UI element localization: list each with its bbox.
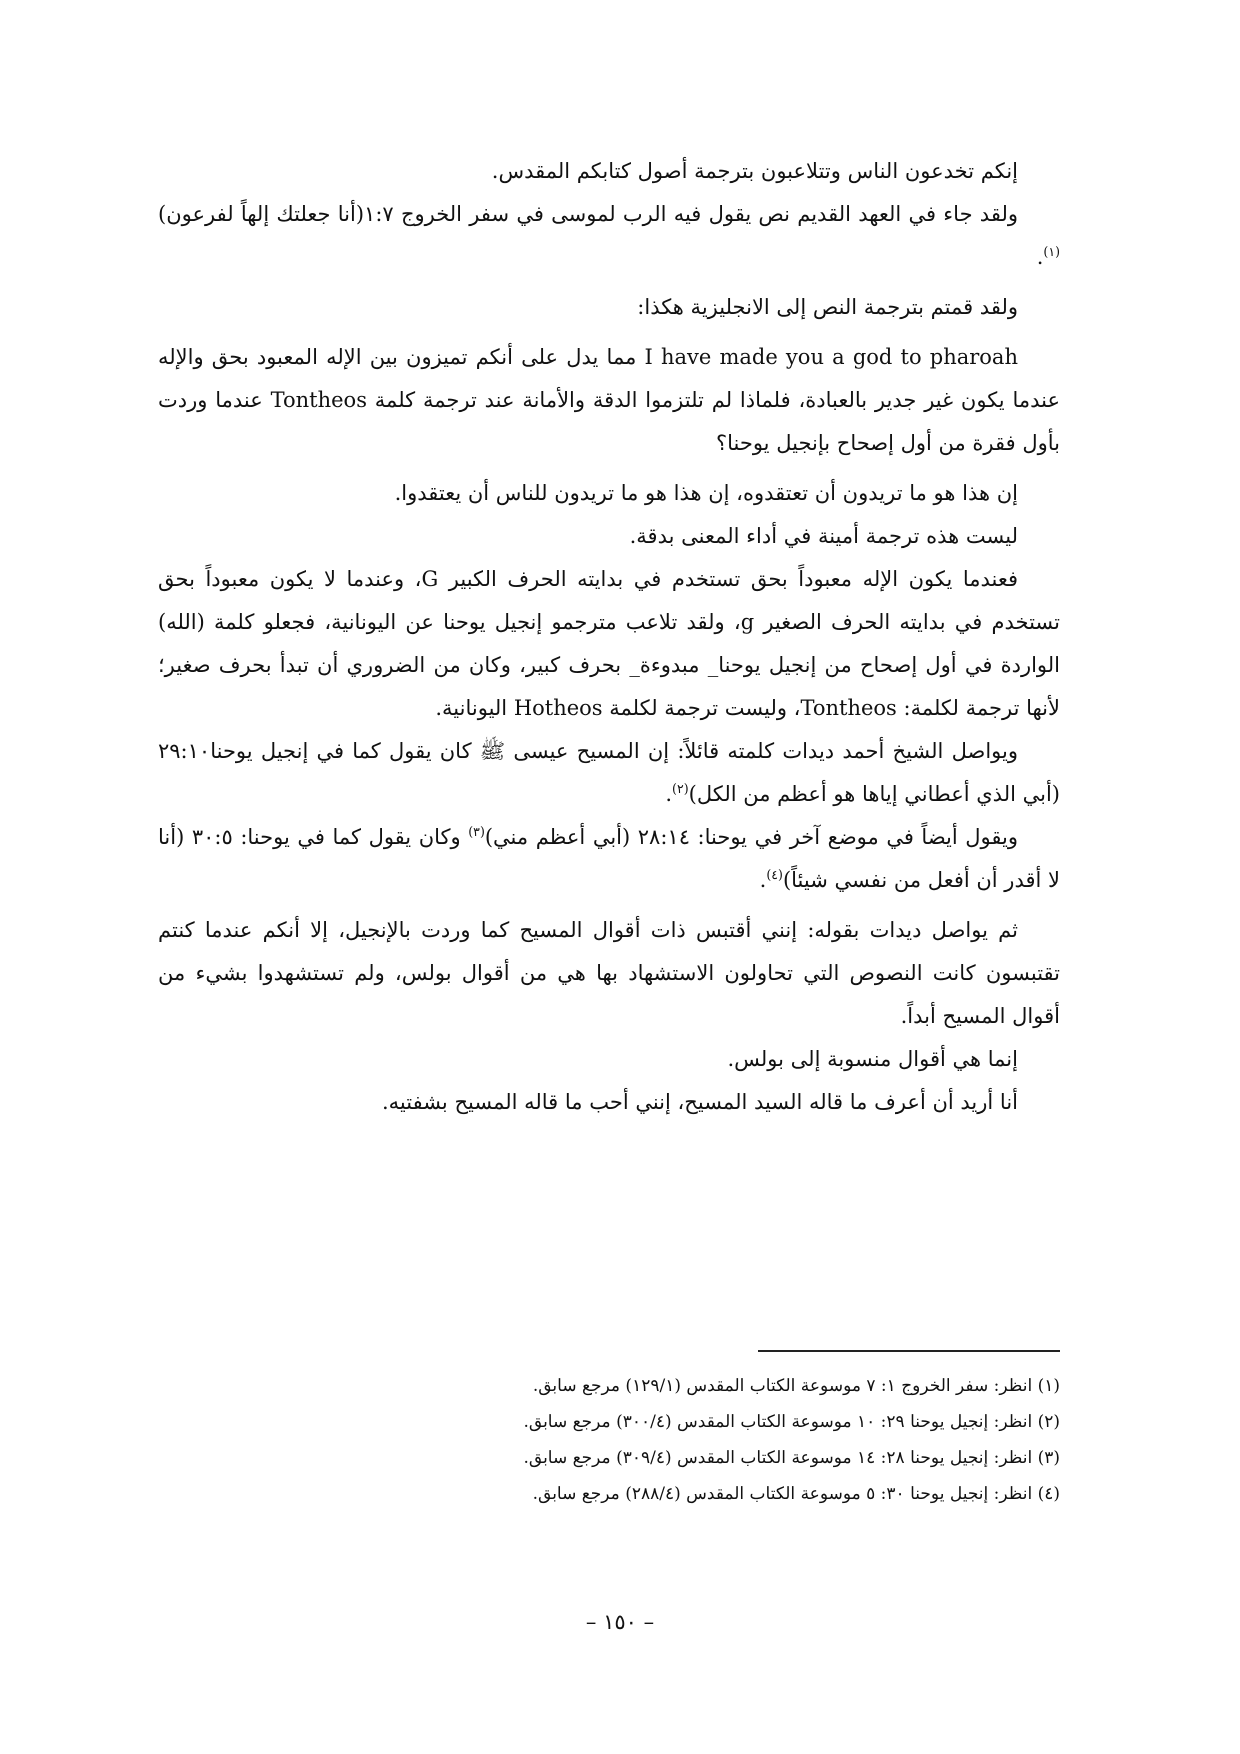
footnote-ref-3: (٣): [468, 824, 485, 839]
paragraph-7: فعندما يكون الإله معبوداً بحق تستخدم في بدايته الحرف الكبير G، وعندما لا يكون معبوداً بحق تستخدم في بدايته الحرف الصغير g، ولقد تلاعب مترجمو إنجيل يوحنا عن اليونانية، فجعلو كلمة (الله) الواردة في أول إصحاح من إنجيل يوحنا_ مبدوءة_ بحرف كبير، وكان من الضروري أن تبدأ بحرف صغير؛ لأنها ترجمة لكلمة: Tontheos، وليست ترجمة لكلمة Hotheos اليونانية.: [158, 567, 1060, 720]
paragraph-8: [158, 730, 1060, 816]
footnote-4: (٤) انظر: إنجيل يوحنا ٣٠: ٥ موسوعة الكتاب المقدس (٢٨٨/٤) مرجع سابق.: [532, 1484, 1060, 1504]
paragraph-4-text: مما يدل على أنكم تميزون بين الإله المعبود بحق والإله عندما يكون غير جدير بالعبادة، فلماذا لم تلتزموا الدقة والأمانة عند ترجمة كلمة Tontheos عندما وردت بأول فقرة من أول إصحاح بإنجيل يوحنا؟: [158, 345, 1061, 455]
paragraph-2-end: .: [1036, 245, 1044, 269]
paragraph-9-text-a: ويقول أيضاً في موضع آخر في يوحنا: ٢٨:١٤ (أبي أعظم مني): [484, 825, 1019, 849]
paragraph-1: إنكم تخدعون الناس وتتلاعبون بترجمة أصول كتابكم المقدس.: [491, 159, 1018, 183]
page-number: – ١٥٠ –: [585, 1610, 655, 1634]
footnote-3: (٣) انظر: إنجيل يوحنا ٢٨: ١٤ موسوعة الكتاب المقدس (٣٠٩/٤) مرجع سابق.: [523, 1448, 1060, 1468]
paragraph-8-text: ويواصل الشيخ أحمد ديدات كلمته قائلاً: إن المسيح عيسى ﷺ كان يقول كما في إنجيل يوحنا٢٩:١٠ (أبي الذي أعطاني إياها هو أعظم من الكل): [158, 739, 1060, 806]
paragraph-4: [158, 336, 1060, 465]
paragraph-10: ثم يواصل ديدات بقوله: إنني أقتبس ذات أقوال المسيح كما وردت بالإنجيل، إلا أنكم عندما كنتم تقتبسون كانت النصوص التي تحاولون الاستشهاد بها هي من أقوال بولس، ولم تستشهدوا بشيء من أقوال المسيح أبداً.: [158, 918, 1060, 1028]
footnote-ref-4: (٤): [766, 867, 783, 882]
paragraph-9-text-b: وكان يقول كما في يوحنا: ٣٠:٥ (أنا لا أقدر أن أفعل من نفسي شيئاً): [158, 825, 1060, 892]
body-text: [158, 150, 1060, 1124]
paragraph-6: ليست هذه ترجمة أمينة في أداء المعنى بدقة.: [629, 524, 1018, 548]
footnote-1: (١) انظر: سفر الخروج ١: ٧ موسوعة الكتاب المقدس (١٢٩/١) مرجع سابق.: [532, 1376, 1060, 1396]
paragraph-2: [158, 193, 1060, 279]
paragraph-8-end: .: [665, 782, 673, 806]
footnote-ref-1: (١): [1043, 244, 1060, 259]
paragraph-11: إنما هي أقوال منسوبة إلى بولس.: [727, 1047, 1018, 1071]
footnote-ref-2: (٢): [672, 781, 689, 796]
footnote-divider: [758, 1350, 1060, 1352]
paragraph-5: إن هذا هو ما تريدون أن تعتقدوه، إن هذا هو ما تريدون للناس أن يعتقدوا.: [394, 481, 1018, 505]
footnote-2: (٢) انظر: إنجيل يوحنا ٢٩: ١٠ موسوعة الكتاب المقدس (٣٠٠/٤) مرجع سابق.: [523, 1412, 1060, 1432]
paragraph-9-end: .: [759, 868, 767, 892]
english-quote: I have made you a god to pharoah: [644, 345, 1018, 369]
paragraph-3: ولقد قمتم بترجمة النص إلى الانجليزية هكذا:: [637, 295, 1018, 319]
paragraph-2-text: ولقد جاء في العهد القديم نص يقول فيه الرب لموسى في سفر الخروج ١:٧(أنا جعلتك إلهاً لفرعون): [158, 202, 1018, 226]
paragraph-12: أنا أريد أن أعرف ما قاله السيد المسيح، إنني أحب ما قاله المسيح بشفتيه.: [381, 1090, 1018, 1114]
footnotes: [158, 1368, 1060, 1512]
paragraph-9: [158, 816, 1060, 902]
